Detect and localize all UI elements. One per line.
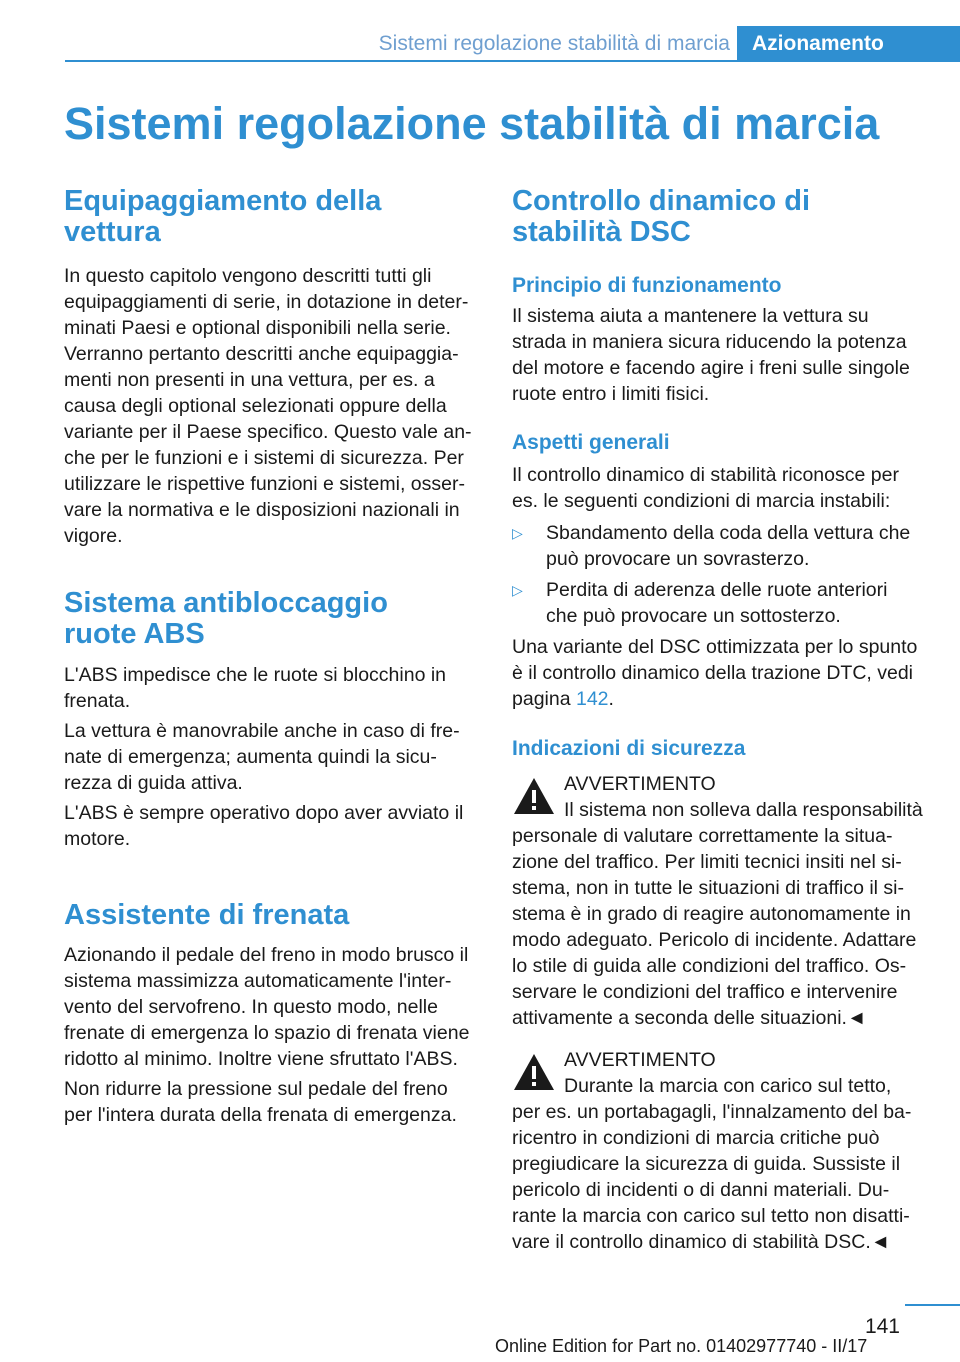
abs-paragraph-1: L'ABS impedisce che le ruote si blocchino in frenata. <box>64 664 447 712</box>
header-chapter-tab: Azionamento <box>737 26 960 61</box>
abs-heading: Sistema antibloccaggio ruote ABS <box>64 587 388 650</box>
abs-paragraph-3: L'ABS è sempre operativo dopo aver avviato il motore. <box>64 802 464 850</box>
footer-rule <box>905 1304 960 1306</box>
abs-paragraph-2: La vettura è manovrabile anche in caso di fre‐ nate di emergenza; aumenta quindi la sicu‐ rezza di guida attiva. <box>64 720 460 794</box>
brake-assist-paragraph-1: Azionando il pedale del freno in modo brusco il sistema massimizza automaticamente l'inter‐ vento del servofreno. In questo modo, nelle frenate di emergenza lo spazio di frenata viene ridotto al minimo. Inoltre viene sfruttato l'ABS. <box>64 944 470 1070</box>
header-section-title: Sistemi regolazione stabilità di marcia <box>378 32 730 55</box>
page-link[interactable]: 142 <box>575 688 609 710</box>
page-title: Sistemi regolazione stabilità di marcia <box>64 98 880 149</box>
bullet-triangle-icon: ▷ <box>512 525 523 541</box>
warning-paragraph-1: Il sistema non solleva dalla responsabilità personale di valutare correttamente la situa‐ zione del traffico. Per limiti tecnici insiti nel si‐ stema, non in tutte le situazioni di traffico il si‐ stema è in grado di reagire autonomamente in modo adeguato. Pericolo di incidente. Adattare lo stile di guida alle condizioni del traffico. Os‐ servare le condizioni del traffico e intervenire attivamente a seconda delle situazioni.◄ <box>512 799 923 1029</box>
safety-heading: Indicazioni di sicurezza <box>512 737 746 760</box>
header-rule <box>65 60 960 62</box>
bullet-triangle-icon: ▷ <box>512 582 523 598</box>
page-number: 141 <box>864 1315 900 1338</box>
warning-paragraph-2: Durante la marcia con carico sul tetto, per es. un portabagagli, l'innalzamento del ba‐ ricentro in condizioni di marcia critiche può pregiudicare la sicurezza di guida. Sussiste il pericolo di incidenti o di danni materiali. Du‐ rante la marcia con carico sul tetto non disatti‐ vare il controllo dinamico di stabilità DSC.◄ <box>512 1075 912 1253</box>
general-heading: Aspetti generali <box>512 431 670 454</box>
variant-paragraph: Una variante del DSC ottimizzata per lo spunto è il controllo dinamico della trazione DTC, vedi pagina 142. <box>512 636 918 710</box>
general-paragraph: Il controllo dinamico di stabilità riconosce per es. le seguenti condizioni di marcia instabili: <box>512 464 899 512</box>
footer-edition: Online Edition for Part no. 01402977740 - II/17 <box>495 1336 868 1356</box>
warning-label: AVVERTIMENTO <box>564 773 716 795</box>
equipment-heading: Equipaggiamento della vettura <box>64 185 382 248</box>
warning-label: AVVERTIMENTO <box>564 1049 716 1071</box>
brake-assist-paragraph-2: Non ridurre la pressione sul pedale del freno per l'intera durata della frenata di emergenza. <box>64 1078 457 1126</box>
principle-paragraph: Il sistema aiuta a mantenere la vettura su strada in maniera sicura riducendo la potenza del motore e facendo agire i freni sulle singole ruote entro i limiti fisici. <box>512 305 910 405</box>
brake-assist-heading: Assistente di frenata <box>64 899 350 931</box>
principle-heading: Principio di funzionamento <box>512 274 782 297</box>
dsc-heading: Controllo dinamico di stabilità DSC <box>512 185 811 248</box>
equipment-paragraph: In questo capitolo vengono descritti tutti gli equipaggiamenti di serie, in dotazione in deter‐ minati Paesi e optional disponibili nella serie. Verranno pertanto descritti anche equipaggia‐ menti non presenti in una vettura, per es. a causa degli optional selezionati oppure della variante per il Paese specifico. Questo vale an‐ che per le funzioni e i sistemi di sicurezza. Per utilizzare le rispettive funzioni e sistemi, osser‐ vare la normativa e le disposizioni nazionali in vigore. <box>64 265 472 547</box>
